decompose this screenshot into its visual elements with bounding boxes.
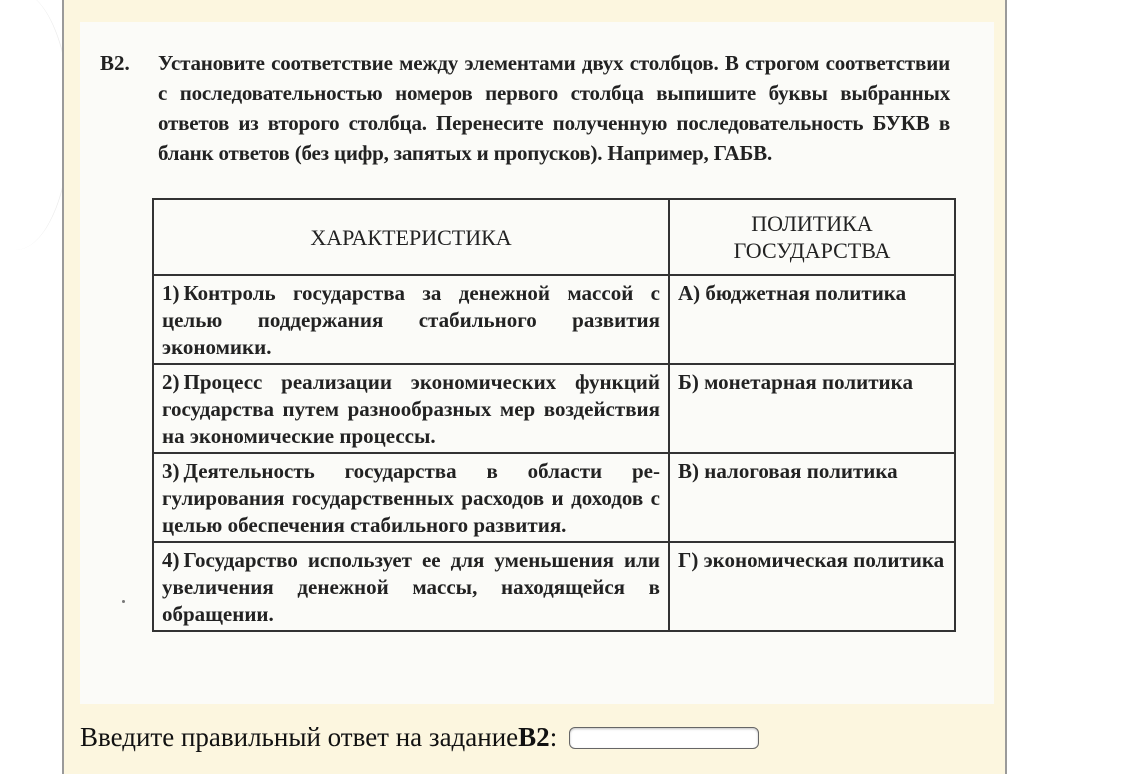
instructions-bold-without: без [301,141,329,165]
page-margin [0,0,62,774]
policy-cell: В) налоговая политика [669,453,955,542]
row-number: 2) [162,370,180,394]
characteristic-cell [153,275,669,364]
characteristic-cell [153,542,669,631]
answer-row [80,722,759,753]
policy-cell: Г) экономическая политика [669,542,955,631]
task-instructions [158,48,950,168]
matching-table [152,198,956,632]
scan-speck [122,600,125,603]
answer-task-ref: B2 [518,722,550,752]
header-policy-line-1: ПОЛИТИКА [751,211,873,236]
characteristic-cell [153,364,669,453]
policy-cell: Б) монетарная политика [669,364,955,453]
margin-decoration [0,0,71,250]
table-row [153,542,955,631]
instructions-part-3: цифр, запятых и пропусков). Например, ГАБВ. [328,141,773,165]
answer-input[interactable] [569,727,759,749]
table-row [153,453,955,542]
characteristic-cell [153,453,669,542]
table-row [153,275,955,364]
header-policy-line-2: ГОСУДАРСТВА [733,238,891,263]
task-image [80,22,994,704]
characteristic-text: Государство использует ее для уменьшения или увеличения денежной массы, находящейся в обращении. [162,548,660,626]
instructions-part-2: в бланк ответов ( [158,111,950,165]
task-statement [100,48,950,168]
instructions-part-1: Установите соответствие между элементами двух столбцов. В строгом соответствии с последовательностью номеров первого столбца выпишите буквы выбранных ответов из второго столбца. Перенесите полученную последовательность [158,51,950,135]
table-row [153,364,955,453]
instructions-bold-letters: БУКВ [872,111,930,135]
answer-prompt: Введите правильный ответ на задание [80,722,519,752]
row-number: 3) [162,459,180,483]
policy-cell: А) бюджетная политика [669,275,955,364]
answer-colon: : [549,722,558,752]
header-characteristic: ХАРАКТЕРИСТИКА [153,199,669,275]
row-number: 1) [162,281,180,305]
row-number: 4) [162,548,180,572]
characteristic-text: Контроль государства за денежной массой с целью поддержания стабильного развития экономики. [162,281,660,359]
characteristic-text: Процесс реализации экономических функций государства путем разнообразных мер воздействия на экономические процессы. [162,370,660,448]
table-header-row [153,199,955,275]
characteristic-text: Деятельность государства в области регулирования государственных расходов и доходов с целью обеспечения стабильного развития. [162,459,660,537]
task-number: B2. [100,51,130,75]
header-policy [669,199,955,275]
